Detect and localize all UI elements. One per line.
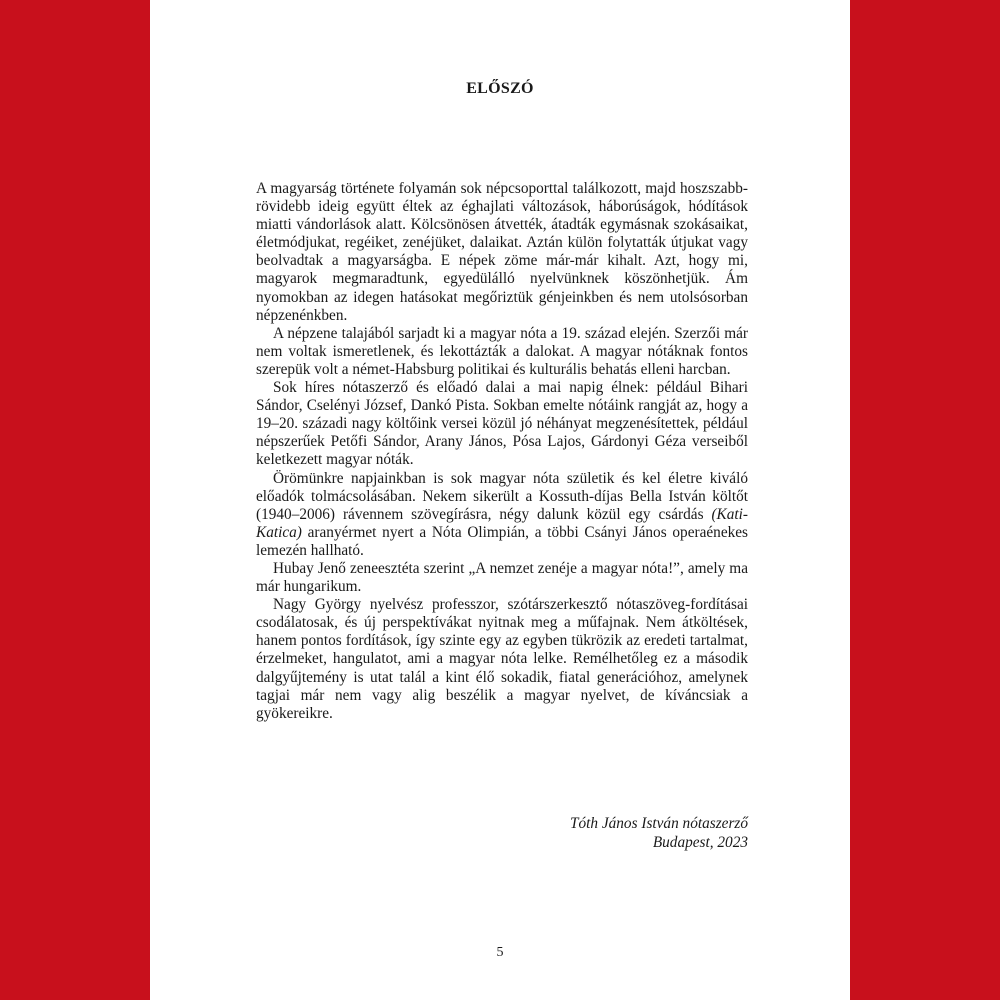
paragraph-text: Sok híres nótaszerző és előadó dalai a mai napig élnek: például Bihari Sándor, Cselényi József, Dankó Pista. Sokban emelte nótáink rangját az, hogy a 19–20. századi nagy költőink versei közül jó néhányat megzenésítettek, például népszerűek Petőfi Sándor, Arany János, Pósa Lajos, Gárdonyi Géza verseiből keletkezett magyar nóták.	[256, 379, 748, 469]
signature-author: Tóth János István nótaszerző	[569, 815, 748, 832]
page-title: ELŐSZÓ	[466, 80, 534, 97]
paragraph	[256, 596, 748, 723]
paragraph	[256, 379, 748, 469]
paragraph-text: A népzene talajából sarjadt ki a magyar nóta a 19. század elején. Szerzői már nem voltak ismeretlenek, és lekottázták a dalokat. A magyar nótáknak fontos szerepük volt a német-Habsburg politikai és kulturális behatás elleni harcban.	[256, 324, 748, 378]
signature-place-date: Budapest, 2023	[652, 834, 748, 851]
paragraph-text: Örömünkre napjainkban is sok magyar nóta születik és kel életre kiváló előadók tolmácsolásában. Nekem sikerült a Kossuth-díjas Bella István költőt (1940–2006) rávennem szövegírásra, négy dalunk közül egy csárdás	[256, 469, 748, 523]
paragraph-text: A magyarság története folyamán sok népcsoporttal találkozott, majd hoszszabb-rövidebb ideig együtt éltek az éghajlati változások, háborúságok, hódítások miatti vándorlások alatt. Kölcsönösen átvették, átadták egymásnak szokásaikat, életmódjukat, regéiket, zenéjüket, dalaikat. Aztán külön folytatták útjukat vagy beolvadtak a magyarságba. E népek zöme már-már kihalt. Azt, hogy mi, magyarok megmaradtunk, egyedülálló nyelvünknek köszönhetjük. Ám nyomokban az idegen hatásokat megőriztük génjeinkben és nem utolsósorban népzenénkben.	[256, 180, 748, 324]
italic-text: (Kati-Katica)	[256, 505, 748, 541]
paragraph-text: Hubay Jenő zeneesztéta szerint „A nemzet zenéje a magyar nóta!”, amely ma már hungarikum.	[256, 559, 748, 596]
left-red-band	[0, 0, 150, 1000]
page-number: 5	[496, 945, 504, 960]
right-red-band	[850, 0, 1000, 1000]
paragraph-text: aranyérmet nyert a Nóta Olimpián, a többi Csányi János operaénekes lemezén hallható.	[256, 523, 748, 559]
paragraph	[256, 470, 748, 560]
paragraph	[256, 180, 748, 325]
paragraph	[256, 560, 748, 596]
page	[150, 0, 850, 1000]
preface-body	[256, 180, 748, 723]
paragraph-text: Nagy György nyelvész professzor, szótárszerkesztő nótaszöveg-fordításai csodálatosak, és új perspektívákat nyitnak meg a műfajnak. Nem átköltések, hanem pontos fordítások, így szinte egy az egyben tükrözik az eredeti tartalmat, érzelmeket, hangulatot, ami a magyar nóta lelke. Remélhetőleg ez a második dalgyűjtemény is utat talál a kint élő sokadik, fiatal generációhoz, amelynek tagjai már nem vagy alig beszélik a magyar nyelvet, de kíváncsiak a gyökereikre.	[256, 596, 748, 722]
signature-block	[150, 814, 748, 852]
paragraph	[256, 325, 748, 379]
